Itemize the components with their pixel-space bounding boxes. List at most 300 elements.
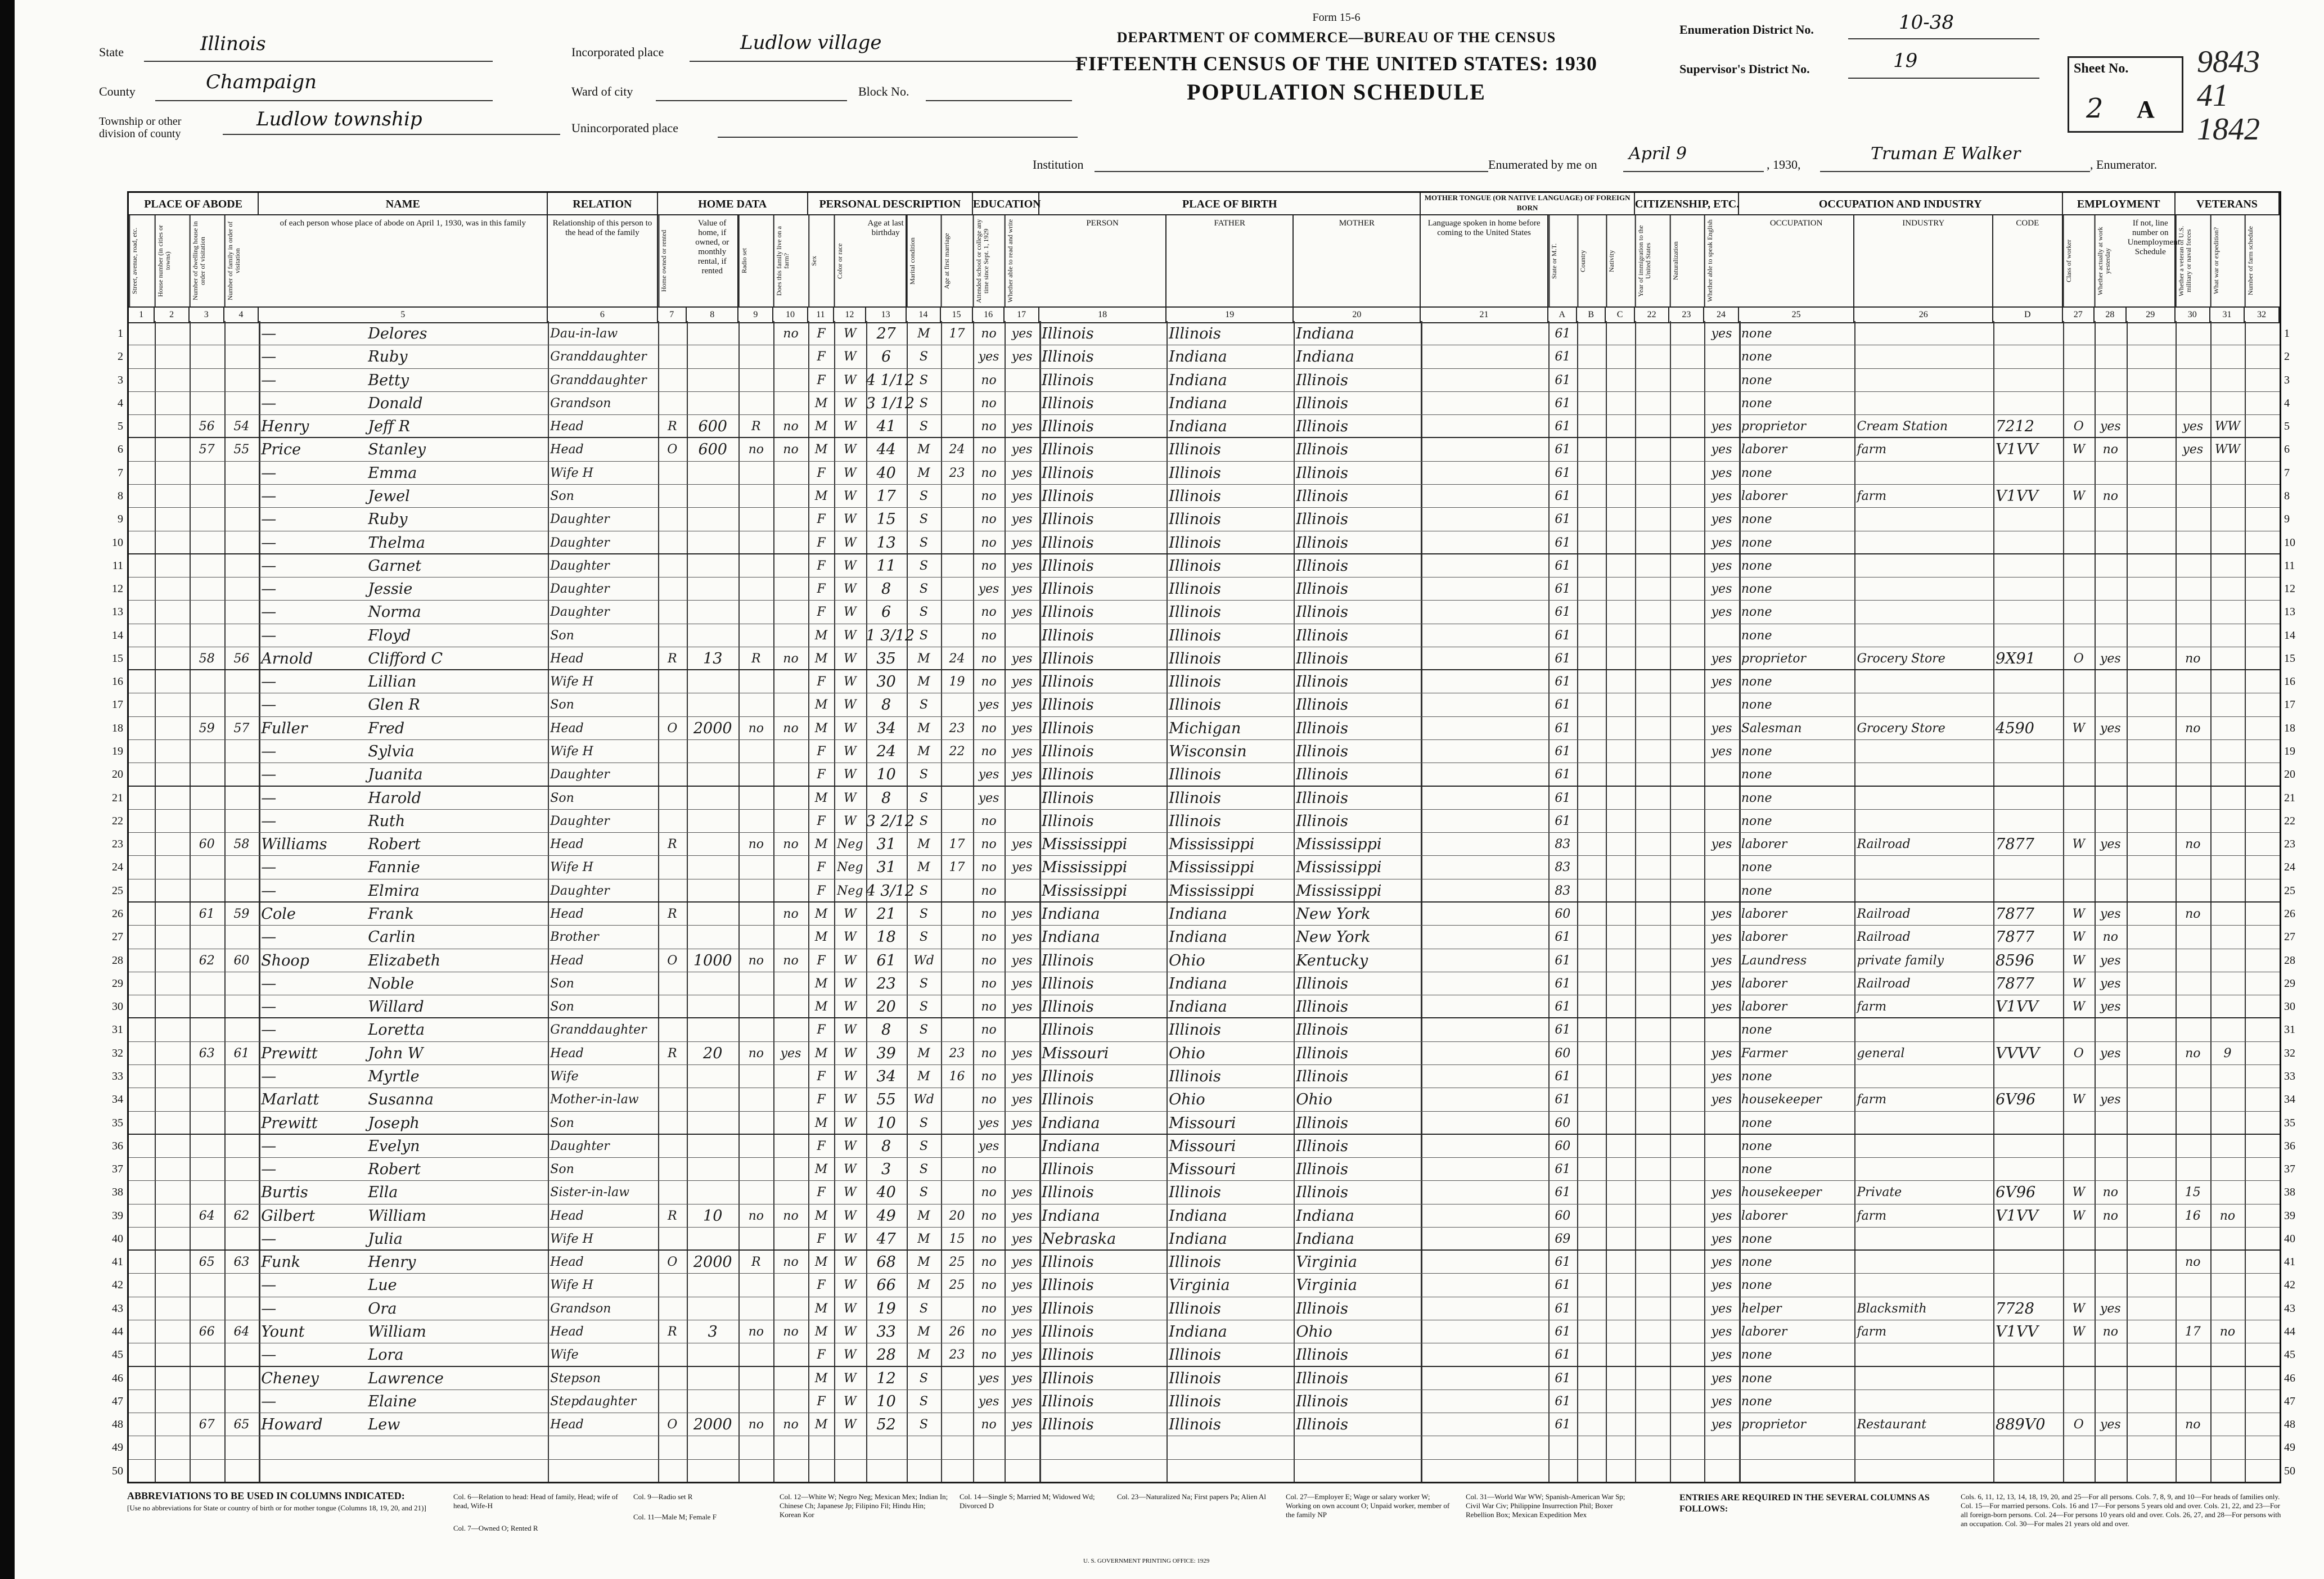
cell-read (1005, 879, 1039, 903)
line-number: 18 (112, 721, 123, 734)
cell-dw (190, 485, 224, 508)
cell-ind: private family (1857, 953, 1944, 968)
cell-farm (773, 462, 808, 485)
cell-fbp: Illinois (1169, 1021, 1221, 1039)
cell-occ: laborer (1741, 837, 1787, 852)
line-number: 8 (118, 489, 123, 502)
cell-fbp: Mississippi (1169, 882, 1255, 900)
cell-radio (738, 531, 773, 554)
cell-fam (224, 508, 259, 531)
cell-age: 21 (876, 905, 896, 923)
printer-note: U. S. GOVERNMENT PRINTING OFFICE: 1929 (1083, 1558, 1210, 1564)
cell-dw (190, 1018, 224, 1041)
cell-war (2210, 462, 2245, 485)
cell-fbp: Illinois (1169, 580, 1221, 598)
cell-work (2095, 670, 2127, 693)
cell-eng: yes (1711, 605, 1732, 620)
cell-work: no (2102, 1208, 2119, 1223)
cell-sch: no (981, 1023, 997, 1037)
cell-race: W (844, 814, 857, 828)
cell-work (2095, 879, 2127, 903)
cell-farm (773, 810, 808, 833)
cell-mar: M (917, 721, 930, 736)
cell-war (2210, 1436, 2245, 1459)
county-line (155, 100, 493, 101)
surname: — (261, 348, 277, 366)
cell-sch: no (981, 628, 997, 643)
cell-age: 49 (876, 1207, 896, 1225)
cell-occ: none (1741, 512, 1772, 527)
cell-war (2210, 1065, 2245, 1088)
line-number: 28 (112, 954, 123, 967)
cell-code: 61 (1555, 1255, 1571, 1270)
column-header: Attended school or college any time since Sept. 1, 1929 (973, 215, 1005, 306)
cell-bp (1039, 1460, 1166, 1483)
person-name (259, 508, 548, 531)
cell-vet (2176, 1460, 2210, 1483)
cell-own (658, 392, 687, 415)
cell-farm (773, 856, 808, 879)
cell-cls (2063, 1135, 2095, 1158)
cell-fam (224, 972, 259, 995)
column-number: 22 (1635, 308, 1670, 322)
cell-age: 52 (876, 1416, 896, 1434)
cell-radio (738, 392, 773, 415)
line-number: 35 (112, 1116, 123, 1129)
cell-radio (738, 995, 773, 1018)
given-name: Jeff R (368, 418, 411, 436)
line-number: 31 (112, 1023, 123, 1036)
cell-own (658, 810, 687, 833)
table-row (112, 1065, 2295, 1088)
surname: Prewitt (261, 1114, 318, 1132)
cell-farm (773, 1274, 808, 1297)
line-number-right: 6 (2284, 443, 2290, 456)
cell-age: 41 (876, 418, 896, 436)
cell-fam (224, 369, 259, 392)
cell-farm (773, 485, 808, 508)
cell-sch: yes (978, 350, 999, 364)
cell-age: 15 (876, 511, 896, 529)
cell-work (2095, 369, 2127, 392)
column-number: A (1548, 308, 1577, 322)
cell-vet: no (2185, 651, 2201, 666)
cell-fbp: Ohio (1169, 1044, 1205, 1062)
cell-fbp: Indiana (1169, 371, 1227, 389)
cell-fam (224, 879, 259, 903)
cell-code: 60 (1555, 1046, 1571, 1061)
line-number: 1 (118, 327, 123, 340)
line-number-right: 1 (2284, 327, 2290, 340)
line-number: 5 (118, 420, 123, 433)
cell-ocode (1993, 763, 2062, 786)
given-name: Lillian (368, 673, 417, 691)
cell-age (866, 1436, 907, 1459)
cell-dw (190, 369, 224, 392)
entries-required: Cols. 6, 11, 12, 13, 14, 18, 19, 20, and 25—For all persons. Cols. 7, 8, 9, and 10—For heads of families only. Col. 15—For married persons. Cols. 16 and 17—For persons 5 years old and over. Cols. 21, 22, and 23—For all foreign-born persons. Col. 24—For persons 10 years old and over. Cols. 26, 27, and 28—For persons with an occupation. Col. 30—For males 21 years old and over. (1961, 1492, 2281, 1528)
cell-own (658, 670, 687, 693)
cell-work (2095, 1228, 2127, 1251)
cell-vet (2176, 1274, 2210, 1297)
cell-fbp: Indiana (1169, 394, 1227, 412)
cell-vet (2176, 926, 2210, 949)
cell-mar: S (919, 1185, 928, 1200)
state-label: State (99, 45, 124, 59)
cell-vet (2176, 787, 2210, 810)
cell-read: yes (1011, 1069, 1033, 1084)
cell-rel: Head (550, 1255, 584, 1270)
cell-radio (738, 624, 773, 647)
cell-ind (1854, 578, 1993, 601)
cell-code: 61 (1555, 466, 1571, 480)
line-number-right: 18 (2284, 721, 2295, 734)
cell-own (658, 972, 687, 995)
line-number-right: 31 (2284, 1023, 2295, 1036)
cell-agem (941, 1390, 973, 1413)
line-number: 32 (112, 1046, 123, 1059)
cell-farm (773, 1135, 808, 1158)
cell-fbp: Illinois (1169, 696, 1221, 714)
cell-race: W (844, 1162, 857, 1177)
abbrev-col7: Col. 7—Owned O; Rented R (453, 1524, 538, 1532)
cell-read: yes (1011, 582, 1033, 597)
cell-sch: yes (978, 791, 999, 805)
column-header: Language spoken in home before coming to the United States (1421, 215, 1548, 306)
cell-work: yes (2100, 976, 2121, 991)
cell-work: no (2102, 489, 2119, 503)
cell-eng (1704, 624, 1739, 647)
cell-cls (2063, 787, 2095, 810)
cell-val (687, 1181, 739, 1204)
cell-eng: yes (1711, 1231, 1732, 1246)
cell-mbp: New York (1296, 905, 1371, 923)
cell-sch: no (981, 1231, 997, 1246)
cell-radio (738, 1135, 773, 1158)
cell-age: 13 (876, 534, 896, 552)
person-name (259, 1112, 548, 1135)
cell-eng (1704, 1158, 1739, 1181)
cell-sex: M (814, 1301, 828, 1316)
cell-radio (738, 763, 773, 786)
cell-agem (941, 949, 973, 972)
cell-mar: S (919, 605, 928, 620)
cell-vet (2176, 1135, 2210, 1158)
given-name: Harold (368, 789, 422, 807)
cell-own (658, 1343, 687, 1366)
cell-fam (224, 462, 259, 485)
column-number: 6 (548, 308, 657, 322)
cell-vet (2176, 995, 2210, 1018)
cell-radio (738, 972, 773, 995)
cell-work (2095, 578, 2127, 601)
cell-bp: Mississippi (1042, 882, 1128, 900)
cell-sch: no (981, 1162, 997, 1177)
line-number: 20 (112, 768, 123, 781)
cell-mar: M (917, 1325, 930, 1339)
cell-bp: Illinois (1042, 789, 1094, 807)
cell-cls: W (2072, 976, 2086, 991)
cell-agem: 20 (949, 1208, 965, 1223)
cell-war (2210, 392, 2245, 415)
given-name: Frank (368, 905, 414, 923)
cell-code: 61 (1555, 1371, 1571, 1386)
cell-val (687, 1018, 739, 1041)
line-number: 26 (112, 908, 123, 920)
table-row (112, 1158, 2295, 1181)
line-number: 46 (112, 1372, 123, 1384)
cell-own: R (667, 1325, 677, 1339)
given-name: Jessie (368, 580, 413, 598)
cell-vet (2176, 1018, 2210, 1041)
cell-war (2210, 369, 2245, 392)
cell-bp (1039, 1436, 1166, 1459)
cell-fam (224, 810, 259, 833)
cell-bp: Indiana (1042, 928, 1100, 946)
cell-eng: yes (1711, 1278, 1732, 1293)
cell-rel: Head (550, 1208, 584, 1223)
cell-ind: farm (1857, 1000, 1887, 1014)
line-number-right: 43 (2284, 1302, 2295, 1315)
cell-rel: Wife (550, 1348, 579, 1363)
sheet-side: A (2137, 96, 2155, 123)
cell-sex: M (814, 907, 828, 921)
cell-rel: Wife H (550, 745, 593, 759)
line-number-right: 20 (2284, 768, 2295, 781)
person-name (259, 647, 548, 670)
cell-ocode: 889V0 (1996, 1416, 2046, 1434)
cell-agem (941, 508, 973, 531)
cell-race: W (844, 1069, 857, 1084)
cell-val: 3 (708, 1323, 718, 1341)
cell-mar: S (919, 1000, 928, 1014)
line-number: 14 (112, 629, 123, 642)
cell-farm: no (783, 837, 799, 852)
cell-cls: W (2072, 953, 2086, 968)
cell-occ: Laundress (1741, 953, 1807, 968)
abbrev-col27: Col. 27—Employer E; Wage or salary worker W; Working on own account O; Unpaid worker, member of the family NP (1286, 1492, 1450, 1519)
table-row (112, 1367, 2295, 1390)
cell-read: yes (1011, 953, 1033, 968)
cell-vet (2176, 554, 2210, 578)
cell-read: yes (1011, 651, 1033, 666)
line-number-right: 49 (2284, 1441, 2295, 1454)
cell-race: Neg (837, 860, 863, 875)
column-header: Class of worker (2063, 215, 2095, 306)
cell-sex: F (817, 1023, 826, 1037)
cell-val: 2000 (693, 719, 732, 737)
given-name: John W (368, 1044, 424, 1062)
cell-fam (224, 601, 259, 624)
sheet-number-box (2068, 56, 2183, 133)
cell-eng: yes (1711, 976, 1732, 991)
cell-val (687, 810, 739, 833)
cell-cls (2063, 1460, 2095, 1483)
cell-rel: Head (550, 1046, 584, 1061)
person-name (259, 1390, 548, 1413)
surname: — (261, 1276, 277, 1294)
cell-ocode (1993, 1251, 2062, 1274)
cell-ind (1854, 1390, 1993, 1413)
cell-sch: no (981, 953, 997, 968)
cell-bp: Illinois (1042, 464, 1094, 482)
cell-race: W (844, 1208, 857, 1223)
cell-ind: Restaurant (1857, 1418, 1927, 1432)
column-numbers (129, 306, 2280, 323)
cell-code: 61 (1555, 1394, 1571, 1409)
cell-val: 600 (698, 418, 727, 436)
cell-cls (2063, 1065, 2095, 1088)
cell-own: O (667, 443, 678, 457)
cell-ind (1854, 1274, 1993, 1297)
table-row (118, 485, 2290, 508)
cell-occ: none (1741, 1231, 1772, 1246)
abbrev-col12: Col. 12—White W; Negro Neg; Mexican Mex; Indian In; Chinese Ch; Japanese Jp; Filipino Fil; Hindu Hin; Korean Kor (780, 1492, 948, 1519)
cell-war (2210, 717, 2245, 740)
cell-code: 83 (1555, 837, 1571, 852)
cell-war (2210, 1228, 2245, 1251)
cell-race (834, 1460, 866, 1483)
cell-race: W (844, 512, 857, 527)
column-header: Year of immigration to the United States (1635, 215, 1670, 306)
cell-farm (773, 554, 808, 578)
cell-ind: general (1857, 1046, 1905, 1061)
line-number: 27 (112, 931, 123, 944)
column-number: 28 (2095, 308, 2127, 322)
cell-sch: no (981, 396, 997, 410)
cell-eng: yes (1711, 1371, 1732, 1386)
cell-cls: W (2072, 1208, 2086, 1223)
line-number: 22 (112, 814, 123, 827)
cell-work: yes (2100, 1418, 2121, 1432)
cell-read: yes (1011, 1418, 1033, 1432)
cell-farm: no (783, 1418, 799, 1432)
cell-farm (773, 972, 808, 995)
given-name: Fred (368, 719, 405, 737)
cell-val (687, 624, 739, 647)
cell-sex: F (817, 466, 826, 480)
cell-fam (224, 1158, 259, 1181)
enumerated-label: Enumerated by me on (1488, 157, 1597, 172)
cell-agem (941, 601, 973, 624)
cell-sex: F (817, 605, 826, 620)
cell-dw (190, 693, 224, 716)
cell-radio (738, 879, 773, 903)
cell-sex: M (814, 419, 828, 434)
cell-ocode: 8596 (1996, 951, 2034, 969)
cell-rel: Son (550, 1116, 574, 1130)
cell-code: 61 (1555, 976, 1571, 991)
cell-read: yes (1011, 605, 1033, 620)
cell-dw (190, 879, 224, 903)
cell-ocode (1993, 1460, 2062, 1483)
cell-bp: Illinois (1042, 1161, 1094, 1179)
cell-radio (738, 670, 773, 693)
cell-race (834, 1436, 866, 1459)
cell-farm (773, 1158, 808, 1181)
cell-fbp: Illinois (1169, 649, 1221, 667)
cell-sex: F (817, 1093, 826, 1107)
cell-agem (941, 972, 973, 995)
cell-eng: yes (1711, 1069, 1732, 1084)
cell-radio (738, 1274, 773, 1297)
cell-read: yes (1011, 512, 1033, 527)
cell-fam: 56 (233, 651, 250, 666)
cell-val (687, 926, 739, 949)
cell-rel: Head (550, 721, 584, 736)
cell-own: O (667, 1255, 678, 1270)
cell-agem: 25 (949, 1255, 965, 1270)
cell-war: WW (2214, 419, 2241, 434)
given-name: Betty (368, 371, 409, 389)
cell-mbp: Illinois (1296, 394, 1349, 412)
cell-read (1005, 1436, 1039, 1459)
cell-radio (738, 322, 773, 345)
cell-val: 2000 (693, 1416, 732, 1434)
table-row (112, 1413, 2295, 1436)
enumerated-date: April 9 (1629, 144, 1687, 164)
cell-mar: S (919, 535, 928, 550)
surname: Marlatt (261, 1091, 319, 1109)
column-number: 17 (1005, 308, 1039, 322)
cell-cls: W (2072, 443, 2086, 457)
cell-own (658, 763, 687, 786)
cell-age: 34 (876, 1067, 896, 1085)
cell-bp: Illinois (1042, 325, 1094, 342)
line-number-right: 37 (2284, 1163, 2295, 1176)
column-number: 30 (2176, 308, 2210, 322)
cell-age: 3 1/12 (866, 394, 915, 412)
cell-farm: no (783, 327, 799, 341)
cell-fbp: Illinois (1169, 511, 1221, 529)
cell-fam: 60 (233, 953, 250, 968)
cell-ind (1854, 810, 1993, 833)
cell-mar: Wd (913, 953, 934, 968)
cell-rel: Head (550, 953, 584, 968)
cell-bp: Illinois (1042, 1091, 1094, 1109)
line-number-right: 48 (2284, 1418, 2295, 1431)
cell-radio: R (751, 419, 761, 434)
line-number: 11 (112, 559, 123, 572)
cell-farm (773, 1112, 808, 1135)
cell-fbp: Indiana (1169, 348, 1227, 366)
person-name (259, 856, 548, 879)
cell-fbp: Missouri (1169, 1161, 1236, 1179)
cell-ind (1854, 601, 1993, 624)
cell-vet (2176, 879, 2210, 903)
enumerator-line (1820, 171, 2090, 172)
column-number: 12 (834, 308, 866, 322)
cell-occ: helper (1741, 1301, 1782, 1316)
cell-mar: S (919, 1394, 928, 1409)
given-name: William (368, 1323, 426, 1341)
cell-ind (1854, 1158, 1993, 1181)
cell-code: 61 (1555, 651, 1571, 666)
cell-cls (2063, 322, 2095, 345)
cell-agem (941, 810, 973, 833)
table-row (112, 578, 2295, 601)
cell-bp: Illinois (1042, 1276, 1094, 1294)
line-number-right: 32 (2284, 1046, 2295, 1059)
cell-radio (738, 1112, 773, 1135)
cell-own (658, 1390, 687, 1413)
cell-mbp (1294, 1460, 1421, 1483)
supervisor-label: Supervisor's District No. (1679, 62, 1810, 76)
line-number-right: 33 (2284, 1070, 2295, 1082)
cell-sex: M (814, 1000, 828, 1014)
surname: — (261, 882, 277, 900)
cell-war (2210, 949, 2245, 972)
cell-dw (190, 856, 224, 879)
